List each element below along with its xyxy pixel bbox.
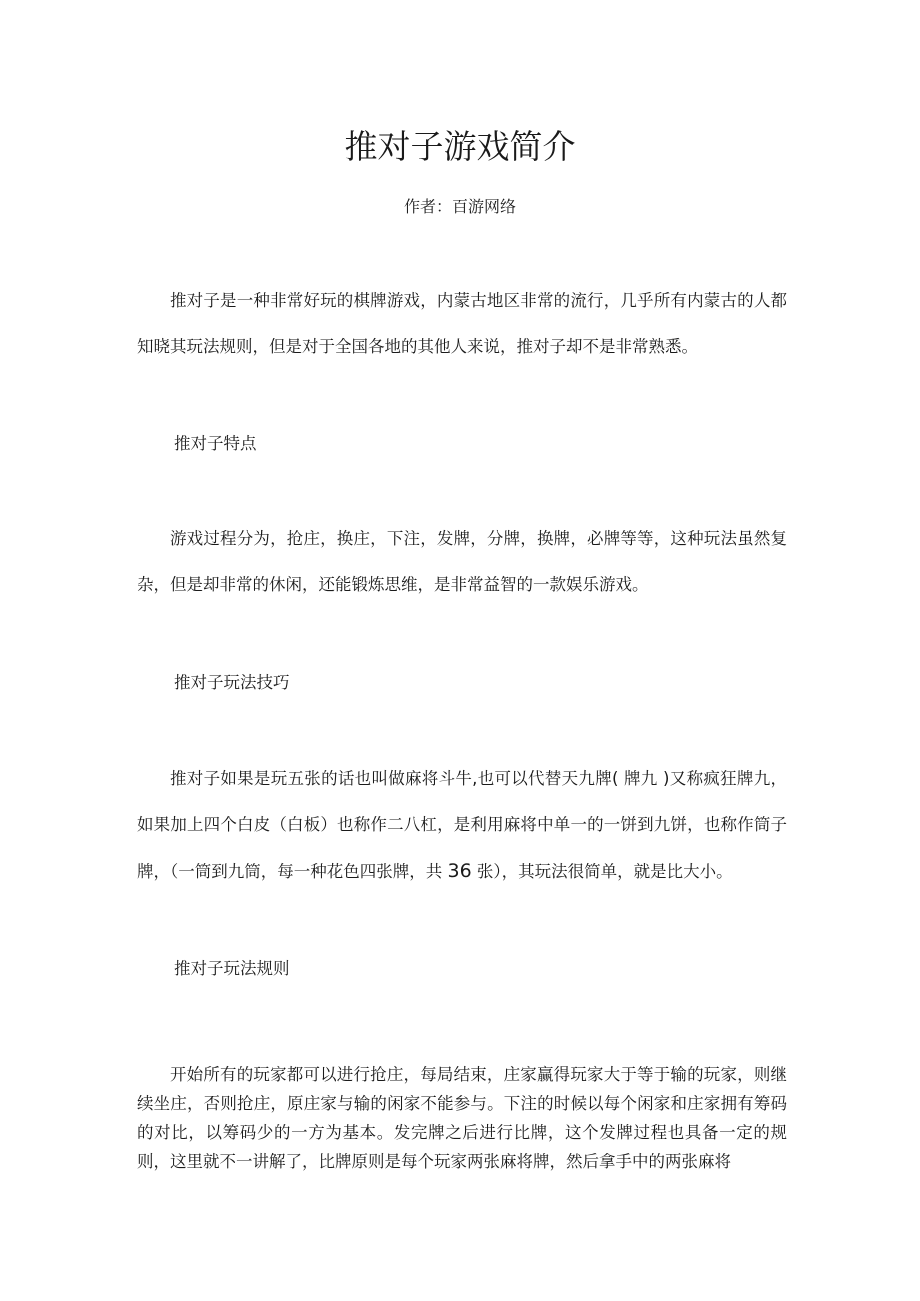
tips-heading: 推对子玩法技巧 [174,673,290,692]
tips-text-before: 推对子如果是玩五张的话也叫做麻将斗牛,也可以代替天九牌( 牌九 )又称疯狂牌九，如果加上四个白皮（白板）也称作二八杠，是利用麻将中单一的一饼到九饼，也称作筒子牌，（一筒到九筒，每一种花色四张牌，共 [137,769,787,881]
author-line: 作者：百游网络 [403,197,516,216]
rules-paragraph: 开始所有的玩家都可以进行抢庄，每局结束，庄家赢得玩家大于等于输的玩家，则继续坐庄，否则抢庄，原庄家与输的闲家不能参与。下注的时候以每个闲家和庄家拥有筹码的对比，以筹码少的一方为基本。发完牌之后进行比牌，这个发牌过程也具备一定的规则，这里就不一讲解了，比牌原则是每个玩家两张麻将牌，然后拿手中的两张麻将 [137,1065,787,1171]
tips-paragraph [137,756,787,895]
document-title: 推对子游戏简介 [344,127,576,166]
tips-text-after: 张），其玩法很简单，就是比大小。 [471,862,733,881]
intro-paragraph: 推对子是一种非常好玩的棋牌游戏，内蒙古地区非常的流行，几乎所有内蒙古的人都知晓其玩法规则，但是对于全国各地的其他人来说，推对子却不是非常熟悉。 [137,291,787,356]
features-heading: 推对子特点 [174,434,257,453]
features-paragraph: 游戏过程分为，抢庄，换庄，下注，发牌，分牌，换牌，必牌等等，这种玩法虽然复杂，但是却非常的休闲，还能锻炼思维，是非常益智的一款娱乐游戏。 [137,529,787,594]
rules-heading: 推对子玩法规则 [174,959,290,978]
tile-count: 36 [447,860,472,882]
